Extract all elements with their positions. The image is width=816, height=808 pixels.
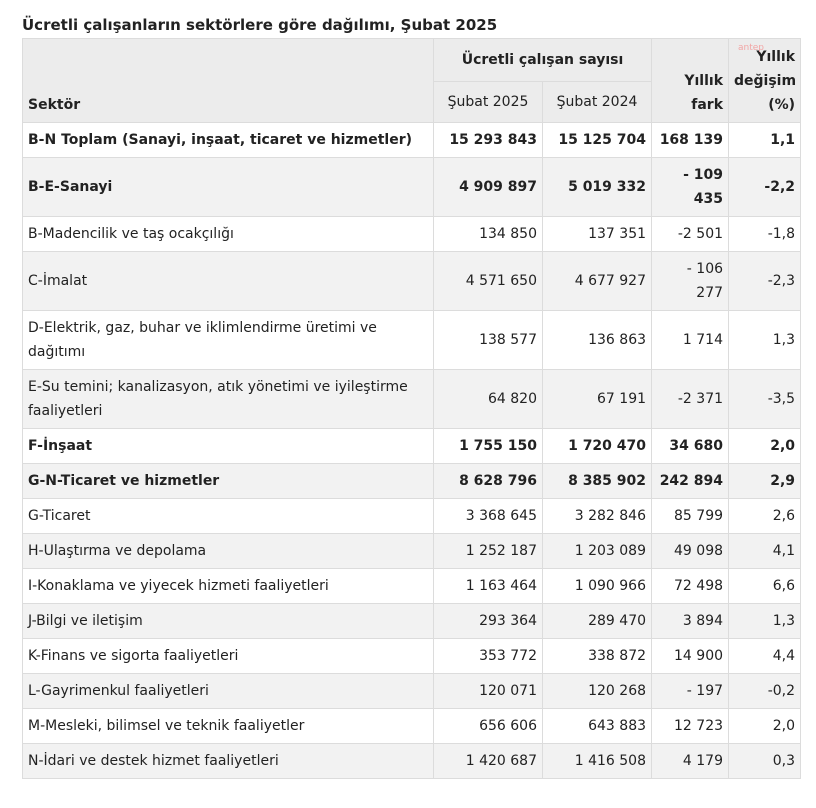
- cell-feb-2024: 120 268: [543, 674, 652, 709]
- table-body: [23, 123, 801, 779]
- cell-annual-change: -3,5: [729, 370, 801, 429]
- table-row: [23, 429, 801, 464]
- cell-sector: L-Gayrimenkul faaliyetleri: [23, 674, 434, 709]
- cell-annual-change: 4,1: [729, 534, 801, 569]
- cell-feb-2025: 293 364: [434, 604, 543, 639]
- cell-feb-2024: 3 282 846: [543, 499, 652, 534]
- cell-sector: B-Madencilik ve taş ocakçılığı: [23, 217, 434, 252]
- cell-annual-diff: 4 179: [652, 744, 729, 779]
- cell-feb-2024: 4 677 927: [543, 252, 652, 311]
- cell-feb-2025: 15 293 843: [434, 123, 543, 158]
- cell-feb-2025: 3 368 645: [434, 499, 543, 534]
- table-row: [23, 569, 801, 604]
- cell-annual-change: -2,3: [729, 252, 801, 311]
- cell-annual-diff: 242 894: [652, 464, 729, 499]
- cell-annual-change: 1,3: [729, 604, 801, 639]
- cell-feb-2025: 1 420 687: [434, 744, 543, 779]
- cell-annual-change: 1,3: [729, 311, 801, 370]
- cell-annual-diff: 168 139: [652, 123, 729, 158]
- cell-annual-diff: 12 723: [652, 709, 729, 744]
- cell-annual-change: 0,3: [729, 744, 801, 779]
- table-row: [23, 464, 801, 499]
- cell-feb-2024: 15 125 704: [543, 123, 652, 158]
- table-row: [23, 311, 801, 370]
- cell-annual-diff: 85 799: [652, 499, 729, 534]
- cell-annual-change: 1,1: [729, 123, 801, 158]
- cell-feb-2024: 5 019 332: [543, 158, 652, 217]
- cell-annual-change: 2,0: [729, 709, 801, 744]
- cell-feb-2024: 136 863: [543, 311, 652, 370]
- cell-feb-2024: 67 191: [543, 370, 652, 429]
- cell-feb-2025: 1 252 187: [434, 534, 543, 569]
- cell-sector: H-Ulaştırma ve depolama: [23, 534, 434, 569]
- cell-sector: K-Finans ve sigorta faaliyetleri: [23, 639, 434, 674]
- cell-feb-2025: 134 850: [434, 217, 543, 252]
- cell-annual-change: -2,2: [729, 158, 801, 217]
- cell-feb-2025: 64 820: [434, 370, 543, 429]
- table-row: [23, 499, 801, 534]
- cell-annual-diff: 1 714: [652, 311, 729, 370]
- header-annual-change: [729, 39, 801, 123]
- cell-feb-2025: 120 071: [434, 674, 543, 709]
- table-row: [23, 744, 801, 779]
- cell-annual-change: 2,0: [729, 429, 801, 464]
- table-wrapper: [22, 14, 800, 779]
- cell-annual-change: -1,8: [729, 217, 801, 252]
- header-feb-2024: Şubat 2024: [543, 82, 652, 123]
- sector-employment-table: [22, 38, 801, 779]
- cell-annual-change: 2,9: [729, 464, 801, 499]
- cell-sector: C-İmalat: [23, 252, 434, 311]
- table-row: [23, 158, 801, 217]
- cell-sector: I-Konaklama ve yiyecek hizmeti faaliyetleri: [23, 569, 434, 604]
- cell-sector: N-İdari ve destek hizmet faaliyetleri: [23, 744, 434, 779]
- cell-feb-2024: 137 351: [543, 217, 652, 252]
- cell-feb-2024: 8 385 902: [543, 464, 652, 499]
- cell-feb-2025: 1 163 464: [434, 569, 543, 604]
- cell-annual-diff: 3 894: [652, 604, 729, 639]
- cell-sector: G-N-Ticaret ve hizmetler: [23, 464, 434, 499]
- table-row: [23, 252, 801, 311]
- cell-sector: M-Mesleki, bilimsel ve teknik faaliyetler: [23, 709, 434, 744]
- cell-feb-2025: 4 909 897: [434, 158, 543, 217]
- cell-annual-diff: 72 498: [652, 569, 729, 604]
- cell-annual-change: 2,6: [729, 499, 801, 534]
- table-row: [23, 674, 801, 709]
- table-row: [23, 534, 801, 569]
- header-annual-diff: Yıllık fark: [652, 39, 729, 123]
- table-row: [23, 709, 801, 744]
- header-row-top: [23, 39, 801, 82]
- header-sector: Sektör: [23, 39, 434, 123]
- cell-feb-2025: 656 606: [434, 709, 543, 744]
- cell-feb-2024: 338 872: [543, 639, 652, 674]
- cell-feb-2025: 8 628 796: [434, 464, 543, 499]
- cell-annual-diff: -2 501: [652, 217, 729, 252]
- cell-feb-2025: 4 571 650: [434, 252, 543, 311]
- cell-annual-diff: - 109 435: [652, 158, 729, 217]
- cell-sector: D-Elektrik, gaz, buhar ve iklimlendirme üretimi ve dağıtımı: [23, 311, 434, 370]
- cell-feb-2024: 643 883: [543, 709, 652, 744]
- table-row: [23, 370, 801, 429]
- cell-feb-2024: 1 416 508: [543, 744, 652, 779]
- cell-annual-change: 6,6: [729, 569, 801, 604]
- header-employee-count: Ücretli çalışan sayısı: [434, 39, 652, 82]
- cell-feb-2024: 289 470: [543, 604, 652, 639]
- cell-feb-2024: 1 090 966: [543, 569, 652, 604]
- table-row: [23, 217, 801, 252]
- cell-annual-diff: 34 680: [652, 429, 729, 464]
- cell-annual-diff: - 197: [652, 674, 729, 709]
- cell-annual-diff: 14 900: [652, 639, 729, 674]
- cell-sector: F-İnşaat: [23, 429, 434, 464]
- cell-annual-change: 4,4: [729, 639, 801, 674]
- header-feb-2025: Şubat 2025: [434, 82, 543, 123]
- cell-feb-2025: 1 755 150: [434, 429, 543, 464]
- header-annual-change-label: Yıllık değişim (%): [734, 49, 797, 113]
- cell-feb-2025: 138 577: [434, 311, 543, 370]
- cell-annual-change: -0,2: [729, 674, 801, 709]
- cell-sector: G-Ticaret: [23, 499, 434, 534]
- table-row: [23, 639, 801, 674]
- watermark-text: antep: [738, 43, 765, 53]
- cell-annual-diff: - 106 277: [652, 252, 729, 311]
- cell-feb-2025: 353 772: [434, 639, 543, 674]
- cell-feb-2024: 1 720 470: [543, 429, 652, 464]
- cell-sector: B-N Toplam (Sanayi, inşaat, ticaret ve hizmetler): [23, 123, 434, 158]
- cell-annual-diff: -2 371: [652, 370, 729, 429]
- table-row: [23, 604, 801, 639]
- cell-sector: J-Bilgi ve iletişim: [23, 604, 434, 639]
- table-row: [23, 123, 801, 158]
- cell-feb-2024: 1 203 089: [543, 534, 652, 569]
- cell-sector: B-E-Sanayi: [23, 158, 434, 217]
- cell-annual-diff: 49 098: [652, 534, 729, 569]
- cell-sector: E-Su temini; kanalizasyon, atık yönetimi ve iyileştirme faaliyetleri: [23, 370, 434, 429]
- table-caption: Ücretli çalışanların sektörlere göre dağılımı, Şubat 2025: [22, 16, 498, 34]
